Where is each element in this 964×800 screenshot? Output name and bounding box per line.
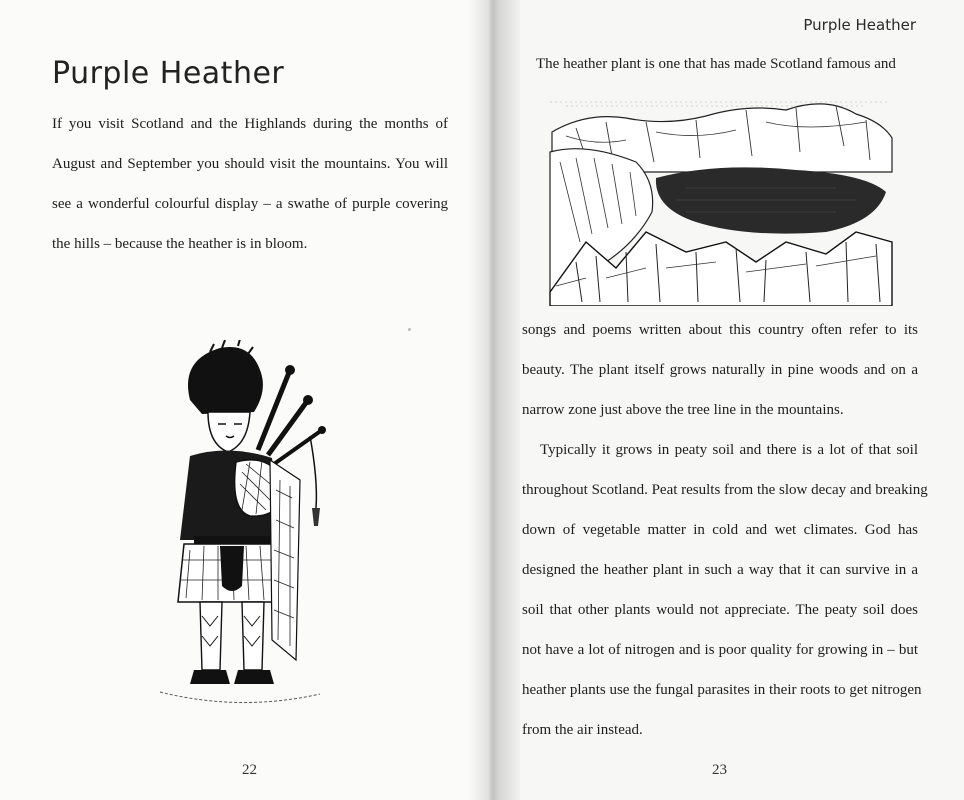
text-line: see a wonderful colourful display – a swathe of purple covering	[52, 196, 448, 212]
chapter-title: Purple Heather	[52, 56, 285, 91]
running-head: Purple Heather	[803, 16, 916, 34]
right-page	[490, 0, 964, 800]
paragraph-peaty-soil	[522, 430, 928, 750]
bagpiper-illustration	[150, 340, 330, 715]
text-line: The heather plant is one that has made Scotland famous and	[536, 56, 896, 72]
text-line: down of vegetable matter in cold and wet climates. God has	[522, 522, 918, 538]
text-line: narrow zone just above the tree line in the mountains.	[522, 402, 844, 418]
paragraph-continued	[522, 310, 918, 430]
speck	[408, 328, 411, 331]
loch-landscape-illustration	[546, 92, 898, 306]
page-number: 22	[242, 762, 257, 778]
text-line: If you visit Scotland and the Highlands during the months of	[52, 116, 448, 132]
left-paragraph	[52, 104, 448, 264]
paragraph-opening	[536, 44, 914, 84]
text-line: heather plants use the fungal parasites in their roots to get nitrogen	[522, 682, 922, 698]
text-line: soil that other plants would not appreciate. The peaty soil does	[522, 602, 918, 618]
text-line: August and September you should visit the mountains. You will	[52, 156, 448, 172]
text-line: from the air instead.	[522, 722, 643, 738]
text-line: songs and poems written about this country often refer to its	[522, 322, 918, 338]
text-line: Typically it grows in peaty soil and there is a lot of that soil	[540, 442, 918, 458]
text-line: throughout Scotland. Peat results from the slow decay and breaking	[522, 482, 928, 498]
page-number: 23	[712, 762, 727, 778]
text-line: not have a lot of nitrogen and is poor quality for growing in – but	[522, 642, 918, 658]
text-line: beauty. The plant itself grows naturally in pine woods and on a	[522, 362, 918, 378]
text-line: designed the heather plant in such a way that it can survive in a	[522, 562, 918, 578]
text-line: the hills – because the heather is in bloom.	[52, 236, 308, 252]
